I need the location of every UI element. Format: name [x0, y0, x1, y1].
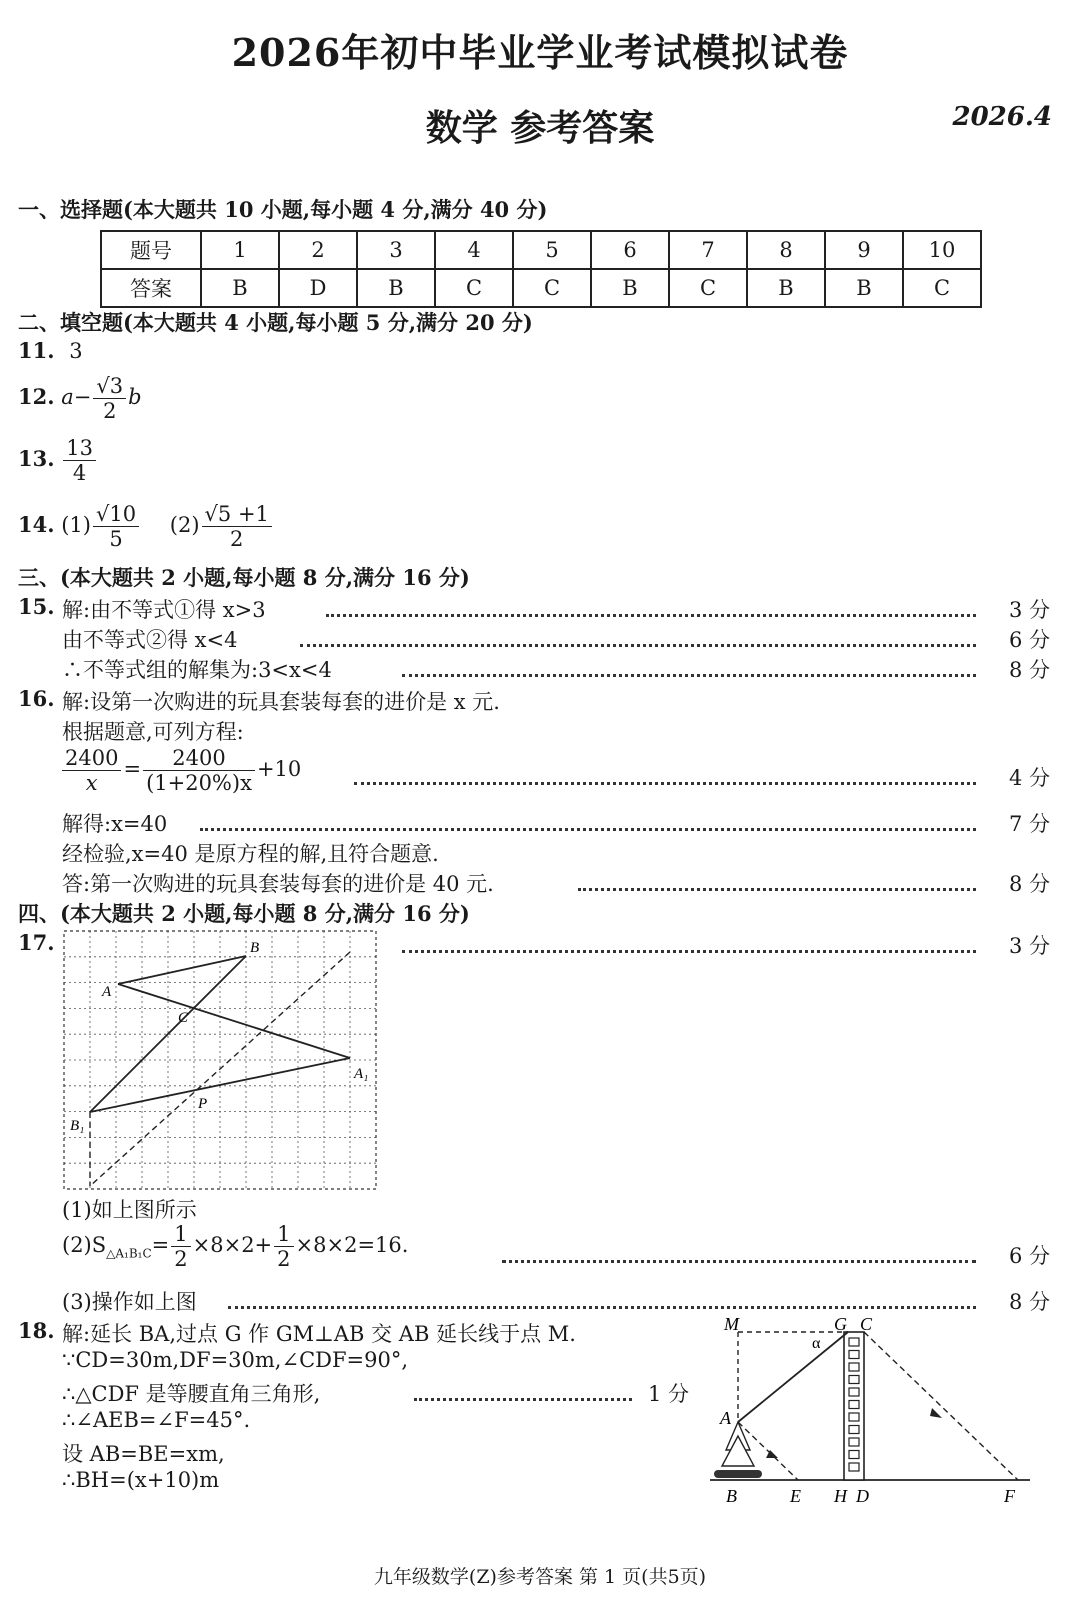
label-C: C: [860, 1314, 873, 1334]
geometry-figure: [700, 1310, 1040, 1540]
solution-line: (1)如上图所示: [62, 1198, 197, 1222]
table-cell: 7: [669, 231, 747, 269]
grid-lines: [64, 931, 376, 1189]
table-cell: C: [903, 269, 981, 307]
section-2-heading: 二、填空题(本大题共 4 小题,每小题 5 分,满分 20 分): [18, 310, 533, 335]
solution-line: ∴BH=(x+10)m: [62, 1468, 220, 1492]
answer-12: [18, 374, 142, 423]
solution-line: 答:第一次购进的玩具套装每套的进价是 40 元.: [62, 872, 494, 896]
grid-figure: [60, 928, 382, 1190]
subscript: △A₁B₁C: [106, 1246, 152, 1261]
table-cell: 1: [201, 231, 279, 269]
table-cell: 5: [513, 231, 591, 269]
answer-11: [18, 338, 83, 363]
answer-var-a: a: [61, 385, 74, 410]
question-number: 11.: [18, 338, 55, 363]
score-mark: 8 分: [1008, 658, 1050, 682]
minus-sign: −: [73, 385, 92, 410]
table-cell: 8: [747, 231, 825, 269]
label-F: F: [1004, 1486, 1015, 1506]
dot-leader: [502, 1260, 976, 1263]
solution-line: 解:设第一次购进的玩具套装每套的进价是 x 元.: [62, 690, 500, 714]
denominator: 2: [103, 399, 117, 424]
numerator: √3: [93, 374, 126, 399]
label-C: C: [178, 1010, 189, 1026]
section-1-heading: 一、选择题(本大题共 10 小题,每小题 4 分,满分 40 分): [18, 197, 548, 222]
table-cell: B: [591, 269, 669, 307]
table-cell: 题号: [101, 231, 201, 269]
exam-date: 2026.4: [952, 102, 1052, 132]
denominator: (1+20%)x: [146, 771, 252, 796]
numerator: 13: [63, 436, 96, 461]
table-cell: C: [669, 269, 747, 307]
plus-term: +10: [256, 757, 302, 782]
dot-leader: [300, 644, 976, 647]
score-mark: 1 分: [648, 1382, 690, 1406]
question-number: 12.: [18, 384, 55, 410]
numerator: 1: [274, 1222, 293, 1247]
numerator: 2400: [62, 746, 121, 771]
question-number: 17.: [18, 930, 55, 955]
label-G: G: [834, 1314, 847, 1334]
denominator: 4: [72, 461, 87, 486]
solution-line: 设 AB=BE=xm,: [62, 1442, 225, 1466]
label-B: B: [250, 940, 260, 956]
label-M: M: [724, 1314, 739, 1334]
page-footer: 九年级数学(Z)参考答案 第 1 页(共5页): [373, 1566, 707, 1588]
denominator: 5: [109, 527, 123, 552]
answer-14: [18, 502, 274, 551]
building: [844, 1332, 864, 1480]
label-E: E: [790, 1486, 801, 1506]
solution-line: (3)操作如上图: [62, 1290, 197, 1314]
table-cell: B: [357, 269, 435, 307]
label-B: B: [726, 1486, 737, 1506]
solution-line: ∴△CDF 是等腰直角三角形,: [62, 1382, 321, 1406]
solution-line: ∵CD=30m,DF=30m,∠CDF=90°,: [62, 1348, 409, 1372]
label-A: A: [720, 1408, 731, 1428]
denominator: 2: [230, 527, 244, 552]
table-cell: B: [747, 269, 825, 307]
label-D: D: [856, 1486, 869, 1506]
score-mark: 6 分: [1008, 628, 1050, 652]
score-mark: 7 分: [1008, 812, 1050, 836]
solution-line: 解得:x=40: [62, 812, 168, 836]
segment-BB1: [90, 956, 246, 1112]
answer-value: 3: [69, 339, 83, 363]
fraction: [93, 502, 139, 551]
numerator: 1: [171, 1222, 190, 1247]
part-label: (2): [169, 513, 200, 538]
segment-AB: [118, 956, 246, 984]
question-number: 16.: [18, 686, 55, 711]
table-cell: C: [435, 269, 513, 307]
solution-line: ∴不等式组的解集为:3<x<4: [62, 658, 332, 682]
table-cell: B: [825, 269, 903, 307]
table-cell: 10: [903, 231, 981, 269]
table-cell: 9: [825, 231, 903, 269]
table-cell: 3: [357, 231, 435, 269]
answer-var-b: b: [128, 385, 142, 410]
area-formula: [62, 1222, 408, 1271]
formula-part: ×8×2+: [192, 1233, 273, 1258]
fraction: [202, 502, 272, 551]
question-number: 14.: [18, 512, 55, 538]
solution-line: 由不等式②得 x<4: [62, 628, 238, 652]
denominator: 2: [174, 1247, 188, 1272]
numerator: √10: [93, 502, 139, 527]
numerator: √5 +1: [202, 502, 272, 527]
table-cell: 答案: [101, 269, 201, 307]
fraction: [274, 1222, 293, 1271]
dot-leader: [354, 782, 976, 785]
score-mark: 3 分: [1008, 934, 1050, 958]
label-A: A: [102, 984, 112, 1000]
solution-line: ∴∠AEB=∠F=45°.: [62, 1408, 251, 1432]
table-cell: B: [201, 269, 279, 307]
dot-leader: [578, 888, 976, 891]
dot-leader: [228, 1306, 976, 1309]
part-label: (1): [61, 513, 91, 538]
question-number: 18.: [18, 1318, 55, 1343]
label-alpha: α: [812, 1335, 821, 1352]
score-mark: 8 分: [1008, 872, 1050, 896]
question-number: 15.: [18, 594, 55, 619]
formula-part: (2)S: [62, 1233, 107, 1258]
solution-line: 解:由不等式①得 x>3: [62, 598, 266, 622]
question-number: 13.: [18, 446, 55, 472]
formula-part: ×8×2=16.: [295, 1233, 409, 1258]
answer-table: [100, 230, 982, 308]
table-row: [101, 231, 981, 269]
numerator: 2400: [143, 746, 255, 771]
table-row: [101, 269, 981, 307]
denominator: x: [85, 771, 98, 796]
label-B1: B₁: [70, 1118, 85, 1134]
solution-line: 经检验,x=40 是原方程的解,且符合题意.: [62, 842, 439, 866]
score-mark: 8 分: [1008, 1290, 1050, 1314]
segment-AA1: [118, 984, 350, 1058]
equation: [60, 746, 301, 795]
fraction: [63, 436, 96, 485]
table-cell: 4: [435, 231, 513, 269]
page-subtitle: 数学 参考答案: [425, 107, 655, 149]
label-A1: A₁: [354, 1066, 369, 1082]
page-title: 2026年初中毕业学业考试模拟试卷: [231, 30, 849, 75]
fraction: [171, 1222, 190, 1271]
score-mark: 3 分: [1008, 598, 1050, 622]
dot-leader: [200, 828, 976, 831]
label-P: P: [198, 1096, 208, 1112]
table-cell: 6: [591, 231, 669, 269]
solution-line: 解:延长 BA,过点 G 作 GM⊥AB 交 AB 延长线于点 M.: [62, 1322, 576, 1346]
equals-sign: =: [151, 1233, 170, 1258]
dot-leader: [402, 950, 976, 953]
dot-leader: [402, 674, 976, 677]
fraction: [62, 746, 121, 795]
section-3-heading: 三、(本大题共 2 小题,每小题 8 分,满分 16 分): [18, 565, 470, 590]
fraction: [143, 746, 255, 795]
table-cell: D: [279, 269, 357, 307]
table-cell: C: [513, 269, 591, 307]
line-AG: [738, 1332, 848, 1422]
section-4-heading: 四、(本大题共 2 小题,每小题 8 分,满分 16 分): [18, 901, 470, 926]
answer-13: [18, 436, 98, 485]
equals-sign: =: [123, 757, 142, 782]
tree-base: [714, 1470, 762, 1478]
denominator: 2: [277, 1247, 291, 1272]
dot-leader: [326, 614, 976, 617]
dot-leader: [414, 1398, 632, 1401]
label-H: H: [834, 1486, 847, 1506]
tree-bottom: [722, 1436, 754, 1466]
score-mark: 4 分: [1008, 766, 1050, 790]
solution-line: 根据题意,可列方程:: [62, 720, 244, 744]
dashed-CF: [864, 1332, 1018, 1480]
fraction: [93, 374, 126, 423]
score-mark: 6 分: [1008, 1244, 1050, 1268]
table-cell: 2: [279, 231, 357, 269]
